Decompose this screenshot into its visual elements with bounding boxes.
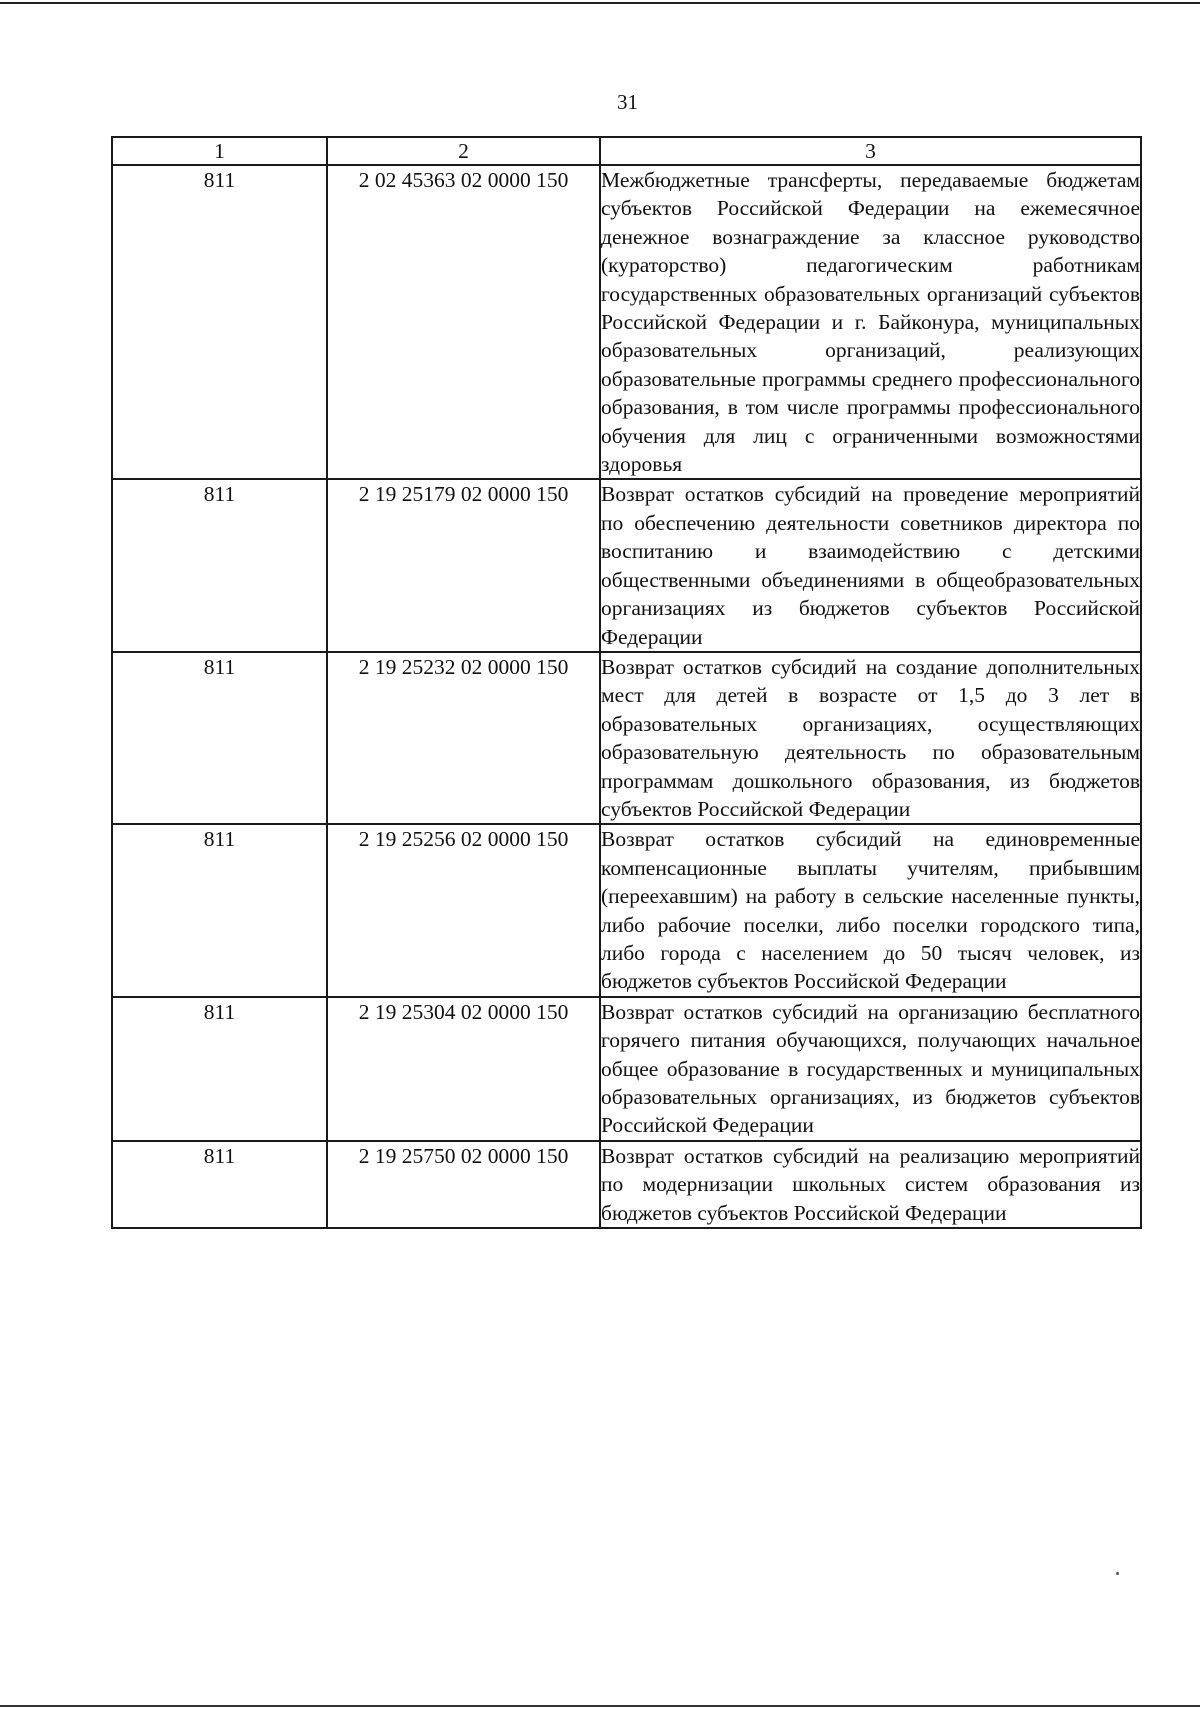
table-row [112, 479, 1141, 651]
revenue-description-cell: Возврат остатков субсидий на организацию бесплатного горячего питания обучающихся, получающих начальное общее образование в государственных и муниципальных образовательных организациях, из бюджетов субъектов Российской Федерации [600, 997, 1141, 1141]
column-header-1: 1 [112, 137, 327, 165]
column-header-3: 3 [600, 137, 1141, 165]
administrator-code-cell: 811 [112, 824, 327, 996]
administrator-code-cell: 811 [112, 165, 327, 479]
administrator-code-cell: 811 [112, 997, 327, 1141]
revenue-description-cell: Возврат остатков субсидий на создание дополнительных мест для детей в возрасте от 1,5 до 3 лет в образовательных организациях, осуществляющих образовательную деятельность по образовательным программам дошкольного образования, из бюджетов субъектов Российской Федерации [600, 652, 1141, 824]
scan-speck [1116, 1572, 1119, 1575]
revenue-description-cell: Межбюджетные трансферты, передаваемые бюджетам субъектов Российской Федерации на ежемесячное денежное вознаграждение за классное руководство (кураторство) педагогическим работникам государственных образовательных организаций субъектов Российской Федерации и г. Байконура, муниципальных образовательных организаций, реализующих образовательные программы среднего профессионального образования, в том числе программы профессионального обучения для лиц с ограниченными возможностями здоровья [600, 165, 1141, 479]
page-number: 31 [617, 90, 638, 114]
budget-classification-code-cell: 2 19 25750 02 0000 150 [327, 1141, 600, 1228]
budget-classification-code-cell: 2 02 45363 02 0000 150 [327, 165, 600, 479]
table-row [112, 165, 1141, 479]
budget-classification-code-cell: 2 19 25179 02 0000 150 [327, 479, 600, 651]
administrator-code-cell: 811 [112, 1141, 327, 1228]
scan-bottom-edge [0, 1705, 1200, 1707]
administrator-code-cell: 811 [112, 479, 327, 651]
column-header-2: 2 [327, 137, 600, 165]
budget-classification-code-cell: 2 19 25304 02 0000 150 [327, 997, 600, 1141]
budget-codes-table [111, 136, 1142, 1229]
revenue-description-cell: Возврат остатков субсидий на реализацию мероприятий по модернизации школьных систем образования из бюджетов субъектов Российской Федерации [600, 1141, 1141, 1228]
scan-top-edge [0, 2, 1200, 4]
budget-classification-code-cell: 2 19 25256 02 0000 150 [327, 824, 600, 996]
revenue-description-cell: Возврат остатков субсидий на проведение мероприятий по обеспечению деятельности советников директора по воспитанию и взаимодействию с детскими общественными объединениями в общеобразовательных организациях из бюджетов субъектов Российской Федерации [600, 479, 1141, 651]
table-header-row [112, 137, 1141, 165]
administrator-code-cell: 811 [112, 652, 327, 824]
table-row [112, 997, 1141, 1141]
table-row [112, 1141, 1141, 1228]
table-row [112, 652, 1141, 824]
budget-classification-code-cell: 2 19 25232 02 0000 150 [327, 652, 600, 824]
revenue-description-cell: Возврат остатков субсидий на единовременные компенсационные выплаты учителям, прибывшим (переехавшим) на работу в сельские населенные пункты, либо рабочие поселки, либо поселки городского типа, либо города с населением до 50 тысяч человек, из бюджетов субъектов Российской Федерации [600, 824, 1141, 996]
table-row [112, 824, 1141, 996]
